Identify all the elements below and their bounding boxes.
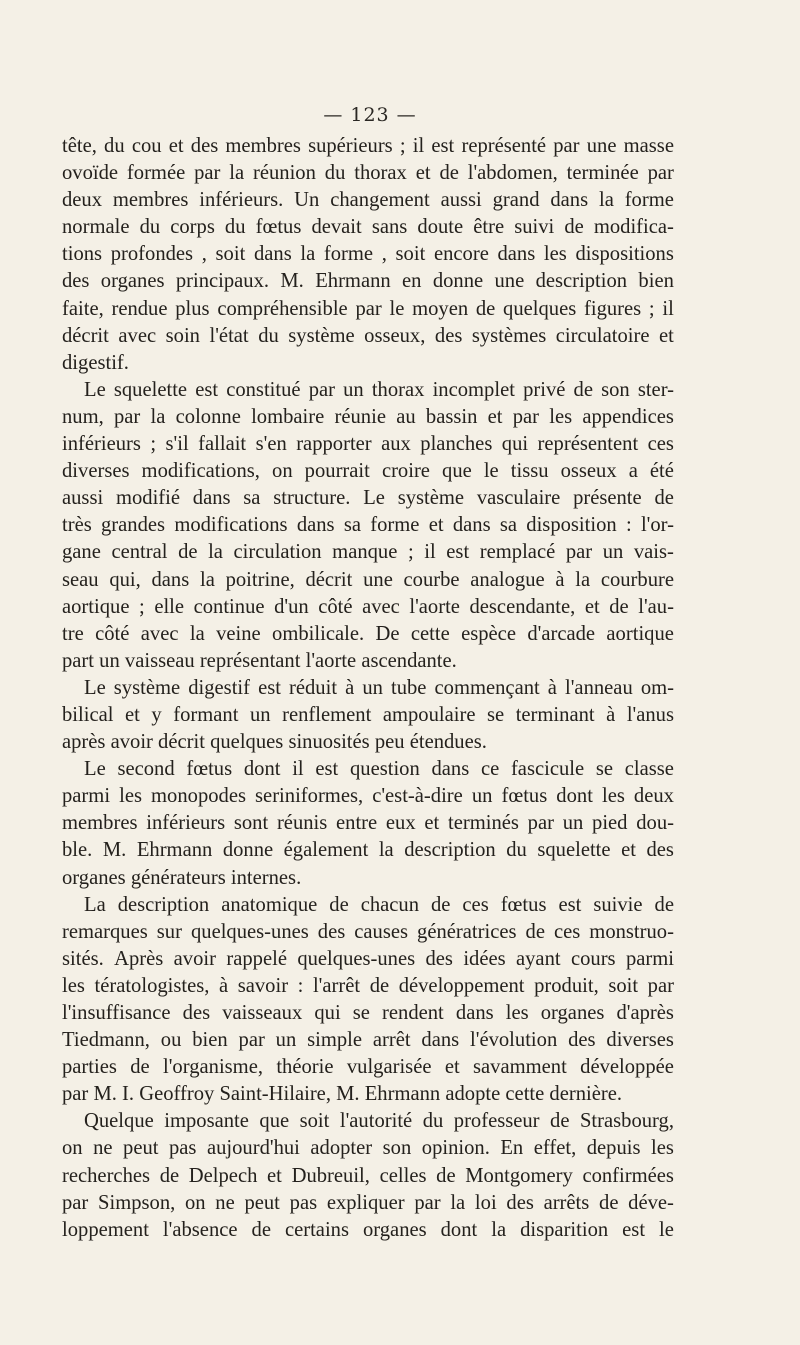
text-line: ovoïde formée par la réunion du thorax et de l'abdomen, terminée par xyxy=(62,162,674,185)
text-line: gane central de la circulation manque ; il est remplacé par un vais- xyxy=(62,541,674,564)
text-line: La description anatomique de chacun de ces fœtus est suivie de xyxy=(84,893,674,916)
text-line: aortique ; elle continue d'un côté avec l'aorte descendante, et de l'au- xyxy=(62,595,674,618)
text-line: par Simpson, on ne peut pas expliquer par la loi des arrêts de déve- xyxy=(62,1191,674,1214)
text-line: Le squelette est constitué par un thorax incomplet privé de son ster- xyxy=(84,378,674,401)
text-line: num, par la colonne lombaire réunie au bassin et par les appendices xyxy=(62,405,674,428)
text-line: Tiedmann, ou bien par un simple arrêt dans l'évolution des diverses xyxy=(62,1029,674,1052)
text-line: sités. Après avoir rappelé quelques-unes des idées ayant cours parmi xyxy=(62,947,674,970)
text-line: inférieurs ; s'il fallait s'en rapporter aux planches qui représentent ces xyxy=(62,433,674,456)
text-line: parties de l'organisme, théorie vulgarisée et savamment développée xyxy=(62,1056,674,1079)
text-line: Quelque imposante que soit l'autorité du professeur de Strasbourg, xyxy=(84,1110,674,1133)
text-line: bilical et y formant un renflement ampoulaire se terminant à l'anus xyxy=(62,703,674,726)
text-line: parmi les monopodes seriniformes, c'est-à-dire un fœtus dont les deux xyxy=(62,785,674,808)
text-line: tête, du cou et des membres supérieurs ; il est représenté par une masse xyxy=(62,135,674,157)
text-line: digestif. xyxy=(62,351,129,374)
text-line: deux membres inférieurs. Un changement aussi grand dans la forme xyxy=(62,189,674,212)
text-line: remarques sur quelques-unes des causes génératrices de ces monstruo- xyxy=(62,920,674,943)
text-line: seau qui, dans la poitrine, décrit une courbe analogue à la courbure xyxy=(62,568,674,591)
text-line: ble. M. Ehrmann donne également la description du squelette et des xyxy=(62,839,674,862)
text-line: recherches de Delpech et Dubreuil, celles de Montgomery confirmées xyxy=(62,1164,674,1187)
text-line: loppement l'absence de certains organes dont la disparition est le xyxy=(62,1218,674,1241)
page-number: — 123 — xyxy=(323,104,417,126)
text-line: Le système digestif est réduit à un tube commençant à l'anneau om- xyxy=(84,676,674,699)
text-line: organes générateurs internes. xyxy=(62,866,302,889)
text-line: par M. I. Geoffroy Saint-Hilaire, M. Ehrmann adopte cette dernière. xyxy=(62,1083,623,1106)
text-line: très grandes modifications dans sa forme et dans sa disposition : l'or- xyxy=(62,514,674,537)
text-line: des organes principaux. M. Ehrmann en donne une description bien xyxy=(62,270,674,293)
text-line: on ne peut pas aujourd'hui adopter son opinion. En effet, depuis les xyxy=(62,1137,674,1160)
text-line: les tératologistes, à savoir : l'arrêt de développement produit, soit par xyxy=(62,974,674,997)
text-line: tre côté avec la veine ombilicale. De cette espèce d'arcade aortique xyxy=(62,622,674,645)
text-line: normale du corps du fœtus devait sans doute être suivi de modifica- xyxy=(62,216,674,239)
text-line: part un vaisseau représentant l'aorte ascendante. xyxy=(62,649,457,672)
text-line: membres inférieurs sont réunis entre eux et terminés par un pied dou- xyxy=(62,812,674,835)
text-line: décrit avec soin l'état du système osseux, des systèmes circulatoire et xyxy=(62,324,674,347)
text-line: Le second fœtus dont il est question dans ce fascicule se classe xyxy=(84,758,674,781)
text-line: tions profondes , soit dans la forme , soit encore dans les dispositions xyxy=(62,243,674,266)
text-line: diverses modifications, on pourrait croire que le tissu osseux a été xyxy=(62,460,674,483)
body-text xyxy=(62,133,674,1244)
text-line: l'insuffisance des vaisseaux qui se rendent dans les organes d'après xyxy=(62,1002,674,1024)
text-line: après avoir décrit quelques sinuosités peu étendues. xyxy=(62,731,487,754)
text-line: faite, rendue plus compréhensible par le moyen de quelques figures ; il xyxy=(62,297,674,320)
text-line: aussi modifié dans sa structure. Le système vasculaire présente de xyxy=(62,487,674,510)
